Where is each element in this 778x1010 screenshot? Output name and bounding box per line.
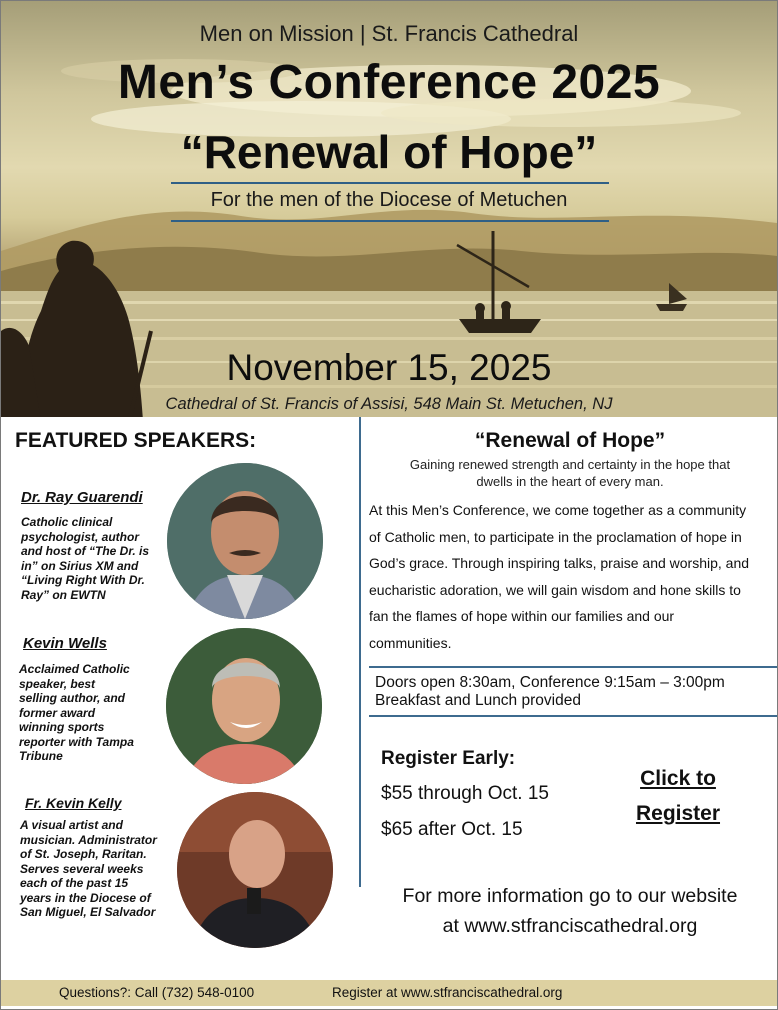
late-price: $65 after Oct. 15 — [381, 819, 523, 840]
event-title: Men’s Conference 2025 — [117, 56, 661, 109]
speaker-photo-3 — [177, 792, 333, 948]
speaker-bio-1: Catholic clinical psychologist, author and host of “The Dr. is in” on Sirius XM and “Living Right With Dr. Ray” on EWTN — [21, 515, 150, 602]
footer-band — [1, 980, 777, 1006]
event-date: November 15, 2025 — [226, 347, 552, 388]
schedule-rule-bottom — [369, 715, 777, 717]
speaker-bio-2: Acclaimed Catholic speaker, best selling author, and former award winning sports reporter with Tampa Tribune — [19, 662, 134, 763]
portrait-icon — [177, 792, 333, 948]
footer-phone: Questions?: Call (732) 548-0100 — [59, 985, 255, 1000]
organization-line: Men on Mission | St. Francis Cathedral — [199, 21, 579, 46]
speaker-name-1: Dr. Ray Guarendi — [21, 489, 143, 506]
conference-description: At this Men’s Conference, we come together as a community of Catholic men, to participate in the proclamation of hope in God’s grace. Through inspiring talks, praise and worship, and eucharistic adoration, we will gain wisdom and hone skills to fan the flames of hope within our families and our communities. — [369, 502, 750, 651]
divider-rule-top — [171, 182, 609, 184]
speaker-photo-2 — [166, 628, 322, 784]
portrait-icon — [166, 628, 322, 784]
more-info: For more information go to our website at www.stfranciscathedral.org — [402, 885, 738, 937]
theme-heading: “Renewal of Hope” — [474, 429, 666, 452]
divider-rule-bottom — [171, 220, 609, 222]
theme-tagline: Gaining renewed strength and certainty in the hope that dwells in the heart of every man. — [409, 457, 731, 489]
featured-speakers-heading: FEATURED SPEAKERS: — [15, 429, 257, 452]
speaker-name-3: Fr. Kevin Kelly — [25, 795, 122, 811]
column-divider — [359, 417, 361, 887]
speaker-bio-3: A visual artist and musician. Administrator of St. Joseph, Raritan. Serves several weeks each of the past 15 years in the Diocese of San Miguel, El Salvador — [20, 818, 157, 919]
audience-line: For the men of the Diocese of Metuchen — [210, 189, 568, 211]
portrait-icon — [167, 463, 323, 619]
footer-register: Register at www.stfranciscathedral.org — [332, 985, 563, 1000]
early-price: $55 through Oct. 15 — [381, 783, 549, 804]
speaker-photo-1 — [167, 463, 323, 619]
hero-banner — [1, 1, 777, 417]
event-theme: “Renewal of Hope” — [180, 126, 598, 178]
event-venue: Cathedral of St. Francis of Assisi, 548 Main St. Metuchen, NJ — [165, 395, 613, 413]
schedule-info: Doors open 8:30am, Conference 9:15am – 3:00pm Breakfast and Lunch provided — [375, 674, 725, 709]
speaker-name-2: Kevin Wells — [23, 635, 107, 652]
click-to-register-link[interactable]: Click to Register — [635, 767, 721, 825]
schedule-rule-top — [369, 666, 777, 668]
register-early-heading: Register Early: — [381, 748, 516, 769]
